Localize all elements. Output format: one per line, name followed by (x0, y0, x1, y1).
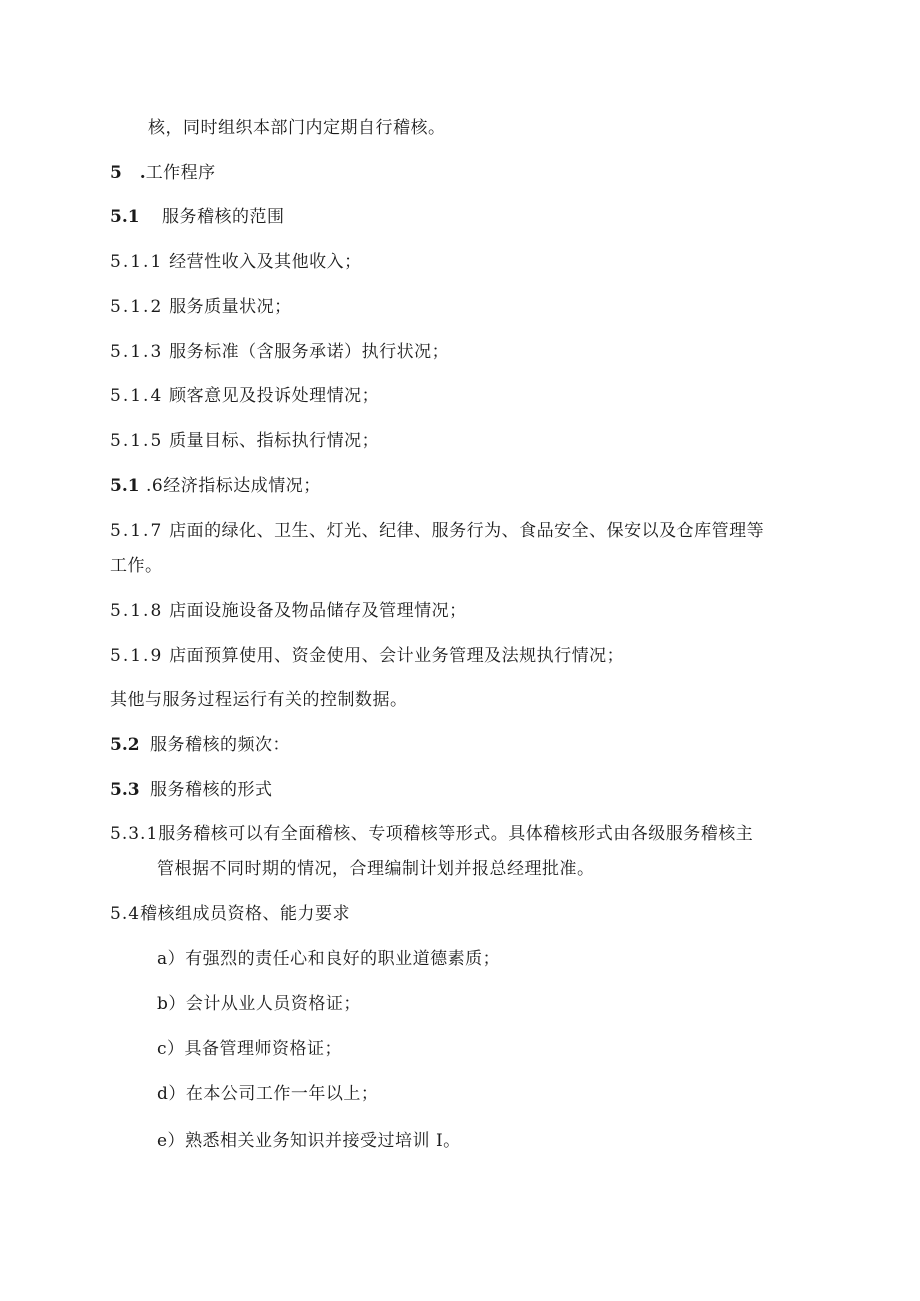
list-item (110, 385, 379, 407)
list-item (110, 296, 292, 318)
item-number: 5.1.5 (110, 431, 164, 451)
section-title: 服务稽核的频次： (150, 735, 290, 755)
list-item (110, 251, 362, 273)
section-number: 5.3 (110, 780, 140, 800)
requirement-text: 会计从业人员资格证； (185, 994, 361, 1014)
item-text: 店面的绿化、卫生、灯光、纪律、服务行为、食品安全、保安以及仓库管理等 (169, 521, 765, 541)
requirement-text: 有强烈的责任心和良好的职业道德素质； (185, 949, 501, 969)
item-text-continuation: 工作。 (110, 556, 163, 576)
section-5-3-heading (110, 779, 273, 801)
item-text: 质量目标、指标执行情况； (169, 431, 380, 451)
item-number: 5.1.7 (110, 521, 164, 541)
item-text: 服务稽核可以有全面稽核、专项稽核等形式。具体稽核形式由各级服务稽核主 (158, 824, 754, 844)
item-text: 店面设施设备及物品储存及管理情况； (169, 601, 467, 621)
item-number-rest: .6 (146, 476, 164, 496)
requirement-text: 在本公司工作一年以上； (185, 1084, 379, 1104)
list-item (110, 475, 321, 497)
requirement-label: e） (157, 1131, 186, 1151)
item-number: 5.1.9 (110, 646, 164, 666)
requirement-item (157, 1038, 342, 1060)
item-text-continuation: 管根据不同时期的情况，合理编制计划并报总经理批准。 (157, 859, 595, 879)
requirement-text: 熟悉相关业务知识并接受过培训 I。 (185, 1131, 461, 1151)
list-item-continuation (157, 858, 595, 880)
section-5-4-heading (110, 903, 350, 925)
requirement-label: c） (157, 1039, 185, 1059)
item-text: 经济指标达成情况； (163, 476, 321, 496)
item-text: 其他与服务过程运行有关的控制数据。 (110, 690, 408, 710)
section-separator: . (133, 163, 146, 183)
list-item (110, 645, 624, 667)
item-text: 服务质量状况； (169, 297, 292, 317)
item-text: 顾客意见及投诉处理情况； (169, 386, 380, 406)
item-number-bold: 5.1 (110, 476, 140, 496)
list-item-continuation (110, 555, 163, 577)
item-number: 5.1.1 (110, 252, 164, 272)
requirement-label: b） (157, 994, 186, 1014)
section-number: 5.4 (110, 904, 141, 924)
paragraph-continuation (148, 117, 446, 139)
list-item (110, 823, 753, 845)
requirement-item (157, 1130, 461, 1152)
item-number: 5.1.4 (110, 386, 164, 406)
requirement-text: 具备管理师资格证； (184, 1039, 343, 1059)
item-number: 5.1.8 (110, 601, 164, 621)
item-number: 5.1.2 (110, 297, 164, 317)
item-text: 经营性收入及其他收入； (169, 252, 362, 272)
requirement-label: a） (157, 949, 186, 969)
section-title: 稽核组成员资格、能力要求 (140, 904, 351, 924)
item-text: 店面预算使用、资金使用、会计业务管理及法规执行情况； (169, 646, 625, 666)
continuation-text: 核，同时组织本部门内定期自行稽核。 (148, 118, 446, 138)
requirement-label: d） (157, 1084, 186, 1104)
section-title: 服务稽核的形式 (150, 780, 273, 800)
list-item (110, 520, 764, 542)
item-number: 5.1.3 (110, 342, 164, 362)
section-title: 服务稽核的范围 (162, 207, 285, 227)
list-item (110, 341, 449, 363)
section-5-1-heading (110, 206, 285, 228)
item-number: 5.3.1 (110, 824, 159, 844)
list-item (110, 600, 467, 622)
requirement-item (157, 1083, 378, 1105)
list-item (110, 430, 379, 452)
section-5-2-heading (110, 734, 290, 756)
section-title: 工作程序 (145, 163, 216, 183)
section-number: 5.2 (110, 735, 140, 755)
list-item-other (110, 689, 408, 711)
requirement-item (157, 948, 500, 970)
section-number: 5 (110, 163, 122, 183)
section-5-heading (110, 162, 216, 184)
requirement-item (157, 993, 361, 1015)
item-text: 服务标准（含服务承诺）执行状况； (169, 342, 450, 362)
section-number: 5.1 (110, 207, 140, 227)
